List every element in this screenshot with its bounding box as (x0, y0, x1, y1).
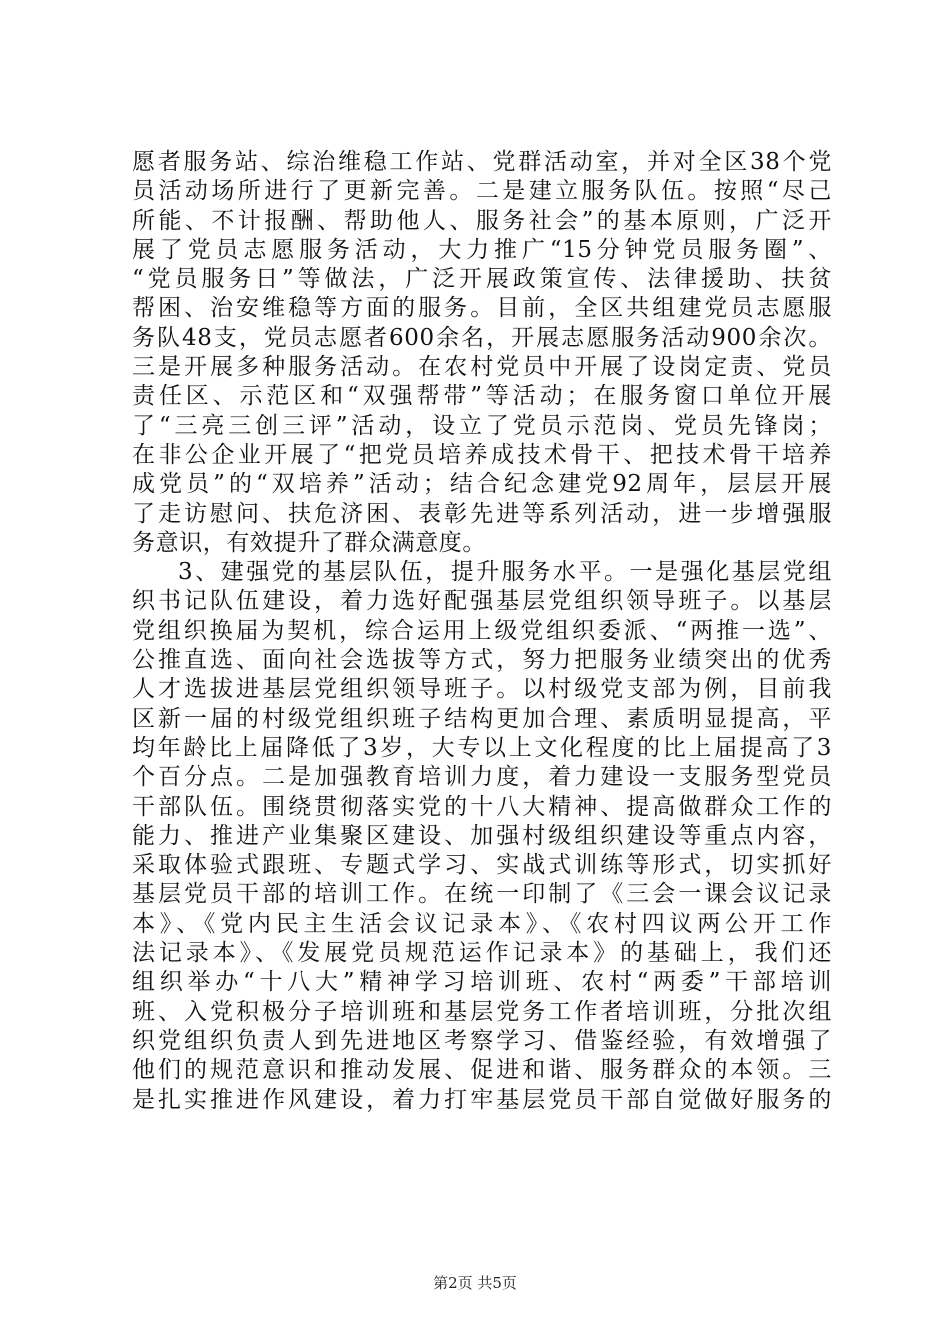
text-line: 法记录本》、《发展党员规范运作记录本》的基础上，我们还 (132, 940, 832, 967)
text-line: 展了党员志愿服务活动，大力推广“15分钟党员服务圈”、 (132, 236, 832, 263)
text-line: 他们的规范意识和推动发展、促进和谐、服务群众的本领。三 (132, 1057, 832, 1084)
text-line: 员活动场所进行了更新完善。二是建立服务队伍。按照“尽己 (132, 178, 832, 205)
text-line: 责任区、示范区和“双强帮带”等活动；在服务窗口单位开展 (132, 383, 832, 410)
text-line: 了走访慰问、扶危济困、表彰先进等系列活动，进一步增强服 (132, 500, 832, 527)
text-line: 成党员”的“双培养”活动；结合纪念建党92周年，层层开展 (132, 471, 832, 498)
page-footer: 第2页 共5页 (433, 1274, 517, 1292)
text-line: 基层党员干部的培训工作。在统一印制了《三会一课会议记录 (132, 881, 832, 908)
text-line: 采取体验式跟班、专题式学习、实战式训练等形式，切实抓好 (132, 852, 832, 879)
text-line: 务队48支，党员志愿者600余名，开展志愿服务活动900余次。 (132, 324, 832, 351)
text-line: 织党组织负责人到先进地区考察学习、借鉴经验，有效增强了 (132, 1027, 832, 1054)
text-line: 三是开展多种服务活动。在农村党员中开展了设岗定责、党员 (132, 354, 832, 381)
text-line: 干部队伍。围绕贯彻落实党的十八大精神、提高做群众工作的 (132, 793, 832, 820)
text-line: 帮困、治安维稳等方面的服务。目前，全区共组建党员志愿服 (132, 295, 832, 322)
text-line: 组织举办“十八大”精神学习培训班、农村“两委”干部培训 (132, 969, 832, 996)
text-line: 本》、《党内民主生活会议记录本》、《农村四议两公开工作 (132, 910, 832, 937)
text-line: 愿者服务站、综治维稳工作站、党群活动室，并对全区38个党 (132, 149, 832, 175)
text-line: 党组织换届为契机，综合运用上级党组织委派、“两推一选”、 (132, 617, 832, 644)
text-line: 在非公企业开展了“把党员培养成技术骨干、把技术骨干培养 (132, 441, 832, 468)
text-line: 个百分点。二是加强教育培训力度，着力建设一支服务型党员 (132, 764, 832, 791)
text-line: 公推直选、面向社会选拔等方式，努力把服务业绩突出的优秀 (132, 647, 832, 674)
text-line: 能力、推进产业集聚区建设、加强村级组织建设等重点内容， (132, 822, 832, 849)
text-line: 是扎实推进作风建设，着力打牢基层党员干部自觉做好服务的 (132, 1086, 832, 1113)
text-line: 班、入党积极分子培训班和基层党务工作者培训班，分批次组 (132, 998, 832, 1025)
text-line: 区新一届的村级党组织班子结构更加合理、素质明显提高，平 (132, 705, 832, 732)
text-line: 均年龄比上届降低了3岁，大专以上文化程度的比上届提高了3 (132, 734, 832, 761)
text-line: 所能、不计报酬、帮助他人、服务社会”的基本原则，广泛开 (132, 207, 832, 234)
text-line: “党员服务日”等做法，广泛开展政策宣传、法律援助、扶贫 (132, 266, 832, 293)
document-body (132, 148, 832, 1115)
text-line: 人才选拔进基层党组织领导班子。以村级党支部为例，目前我 (132, 676, 832, 703)
text-line: 织书记队伍建设，着力选好配强基层党组织领导班子。以基层 (132, 588, 832, 615)
paragraph-start-line: 3、建强党的基层队伍，提升服务水平。一是强化基层党组 (178, 559, 832, 586)
text-line: 务意识，有效提升了群众满意度。 (132, 529, 486, 556)
text-line: 了“三亮三创三评”活动，设立了党员示范岗、党员先锋岗； (132, 412, 832, 439)
